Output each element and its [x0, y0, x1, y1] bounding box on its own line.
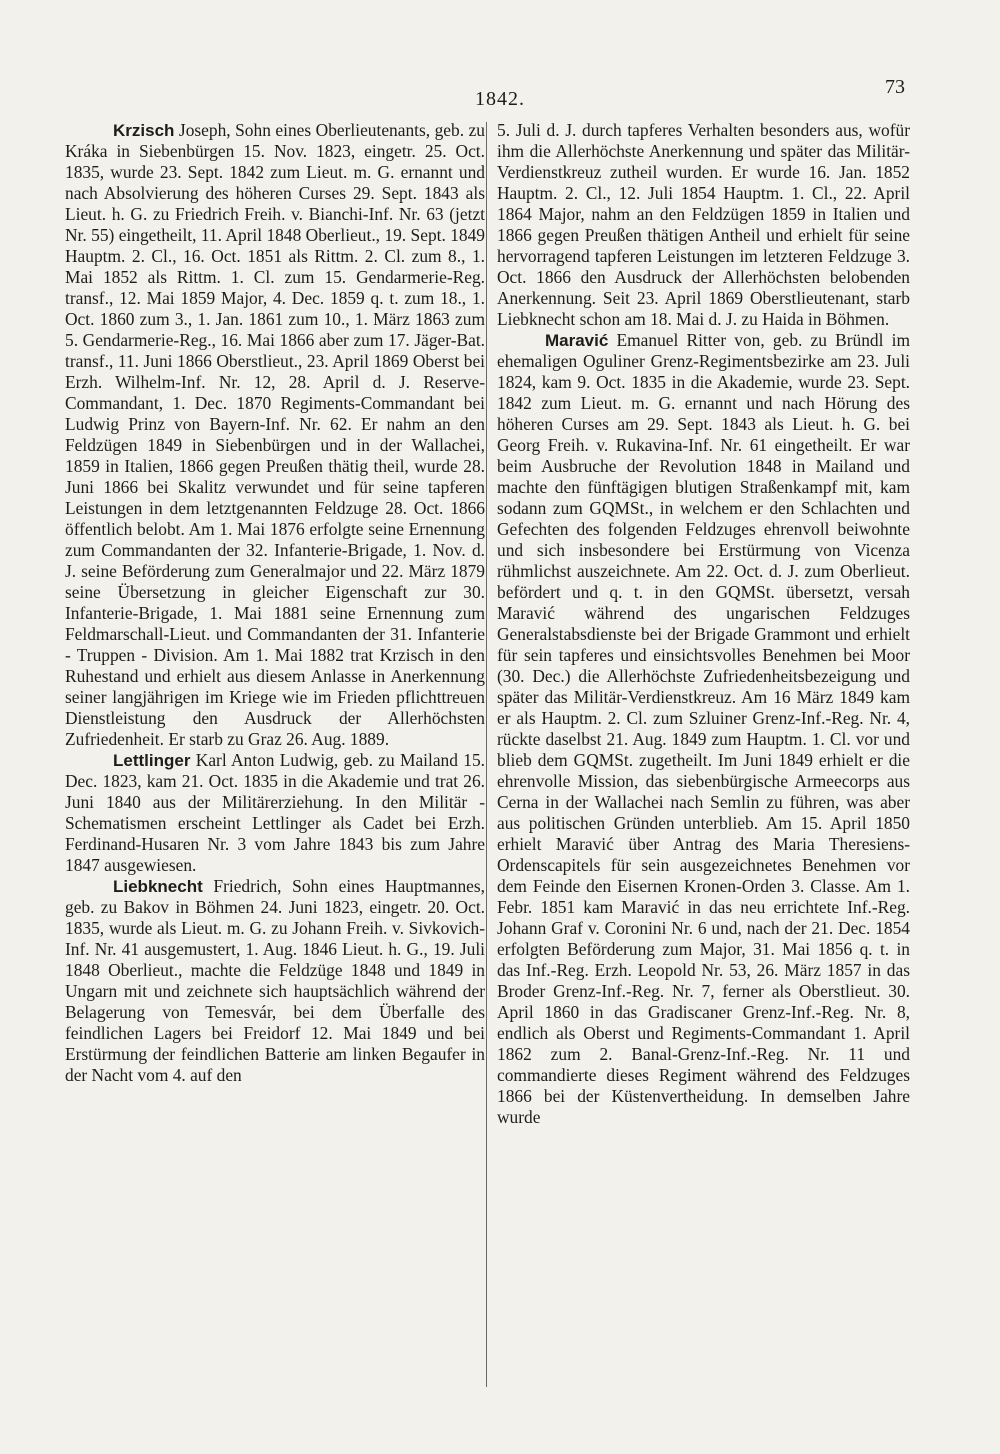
column-divider	[486, 122, 487, 1387]
entry-name: Liebknecht	[113, 877, 203, 896]
entry-text: Joseph, Sohn eines Oberlieutenants, geb. zu Kráka in Siebenbürgen 15. Nov. 1823, eingetr. 25. Oct. 1835, wurde 23. Sept. 1842 zum Lieut. m. G. ernannt und nach Absolvierung des höheren Curses 29. Sept. 1843 als Lieut. h. G. zu Friedrich Freih. v. Bianchi-Inf. Nr. 63 (jetzt Nr. 55) eingetheilt, 11. April 1848 Oberlieut., 19. Sept. 1849 Hauptm. 2. Cl., 16. Oct. 1851 als Rittm. 2. Cl. zum 8., 1. Mai 1852 als Rittm. 1. Cl. zum 15. Gendarmerie-Reg. transf., 12. Mai 1859 Major, 4. Dec. 1859 q. t. zum 18., 1. Oct. 1860 zum 3., 1. Jan. 1861 zum 10., 1. März 1863 zum 5. Gendarmerie-Reg., 16. Mai 1866 aber zum 17. Jäger-Bat. transf., 11. Juni 1866 Oberstlieut., 23. April 1869 Oberst bei Erzh. Wilhelm-Inf. Nr. 12, 28. April d. J. Reserve-Commandant, 1. Dec. 1870 Regiments-Commandant bei Ludwig Prinz von Bayern-Inf. Nr. 62. Er nahm an den Feldzügen 1849 in Siebenbürgen und in der Wallachei, 1859 in Italien, 1866 gegen Preußen thätig theil, wurde 28. Juni 1866 bei Skalitz verwundet und für seine tapferen Leistungen in dem letztgenannten Feldzuge 28. Oct. 1866 öffentlich belobt. Am 1. Mai 1876 erfolgte seine Ernennung zum Commandanten der 32. Infanterie-Brigade, 1. Nov. d. J. seine Beförderung zum Generalmajor und 22. März 1879 seine Übersetzung in gleicher Eigenschaft zur 30. Infanterie-Brigade, 1. Mai 1881 seine Ernennung zum Feldmarschall-Lieut. und Commandanten der 31. Infanterie - Truppen - Division. Am 1. Mai 1882 trat Krzisch in den Ruhestand und erhielt aus diesem Anlasse in Anerkennung seiner langjährigen im Kriege wie im Frieden pflichttreuen Dienstleistung den Ausdruck der Allerhöchsten Zufriedenheit. Er starb zu Graz 26. Aug. 1889.	[65, 120, 485, 749]
page-number: 73	[885, 76, 905, 98]
entry-liebknecht	[65, 876, 485, 1086]
entry-name: Maravić	[545, 331, 609, 350]
entry-text: 5. Juli d. J. durch tapferes Verhalten besonders aus, wofür ihm die Allerhöchste Anerkennung und später das Militär-Verdienstkreuz zutheil wurden. Er wurde 16. Jan. 1852 Hauptm. 2. Cl., 12. Juli 1854 Hauptm. 1. Cl., 22. April 1864 Major, nahm an den Feldzügen 1859 in Italien und 1866 gegen Preußen thätigen Antheil und erhielt für seine hervorragend tapferen Leistungen im letzteren Feldzuge 3. Oct. 1866 den Ausdruck der Allerhöchsten belobenden Anerkennung. Seit 23. April 1869 Oberstlieutenant, starb Liebknecht schon am 18. Mai d. J. zu Haida in Böhmen.	[497, 120, 910, 329]
entry-name: Krzisch	[113, 121, 175, 140]
right-column	[497, 120, 910, 1128]
entry-text: Emanuel Ritter von, geb. zu Bründl im ehemaligen Oguliner Grenz-Regimentsbezirke am 23. Juli 1824, kam 9. Oct. 1835 in die Akademie, wurde 23. Sept. 1842 zum Lieut. m. G. ernannt und nach Hörung des höheren Curses am 29. Sept. 1843 als Lieut. h. G. bei Georg Freih. v. Rukavina-Inf. Nr. 61 eingetheilt. Er war beim Ausbruche der Revolution 1848 in Mailand und machte den fünftägigen blutigen Straßenkampf mit, kam sodann zum GQMSt., in welchem er den Schlachten und Gefechten des folgenden Feldzuges ehrenvoll beiwohnte und sich insbesondere bei Erstürmung von Vicenza rühmlichst auszeichnete. Am 22. Oct. d. J. zum Oberlieut. befördert und q. t. in den GQMSt. übersetzt, versah Maravić während des ungarischen Feldzuges Generalstabsdienste bei der Brigade Grammont und erhielt für sein tapferes und einsichtsvolles Benehmen bei Moor (30. Dec.) die Allerhöchste Zufriedenheitsbezeigung und später das Militär-Verdienstkreuz. Am 16 März 1849 kam er als Hauptm. 2. Cl. zum Szluiner Grenz-Inf.-Reg. Nr. 4, rückte daselbst 21. Aug. 1849 zum Hauptm. 1. Cl. vor und blieb dem GQMSt. zugetheilt. Im Juni 1849 erhielt er die ehrenvolle Mission, das siebenbürgische Armeecorps aus Cerna in der Wallachei nach Semlin zu führen, was aber aus politischen Gründen unterblieb. Am 15. April 1850 erhielt Maravić über Antrag des Maria Theresiens-Ordenscapitels für sein ausgezeichnetes Benehmen vor dem Feinde den Eisernen Kronen-Orden 3. Classe. Am 1. Febr. 1851 kam Maravić in das neu errichtete Inf.-Reg. Johann Graf v. Coronini Nr. 6 und, nach der 21. Dec. 1854 erfolgten Beförderung zum Major, 31. Mai 1856 q. t. in das Inf.-Reg. Erzh. Leopold Nr. 53, 26. März 1857 in das Broder Grenz-Inf.-Reg. Nr. 7, ferner als Oberstlieut. 30. April 1860 in das Gradiscaner Grenz-Inf.-Reg. Nr. 8, endlich als Oberst und Regiments-Commandant 1. April 1862 zum 2. Banal-Grenz-Inf.-Reg. Nr. 11 und commandierte dieses Regiment während des Feldzuges 1866 bei der Küstenvertheidung. In demselben Jahre wurde	[497, 330, 910, 1127]
entry-name: Lettlinger	[113, 751, 191, 770]
entry-text: Karl Anton Ludwig, geb. zu Mailand 15. Dec. 1823, kam 21. Oct. 1835 in die Akademie und trat 26. Juni 1840 aus der Militärerziehung. In den Militär - Schematismen erscheint Lettlinger als Cadet bei Erzh. Ferdinand-Husaren Nr. 3 vom Jahre 1843 bis zum Jahre 1847 ausgewiesen.	[65, 750, 485, 875]
entry-text: Friedrich, Sohn eines Hauptmannes, geb. zu Bakov in Böhmen 24. Juni 1823, eingetr. 20. Oct. 1835, wurde als Lieut. m. G. zu Johann Freih. v. Sivkovich-Inf. Nr. 41 ausgemustert, 1. Aug. 1846 Lieut. h. G., 19. Juli 1848 Oberlieut., machte die Feldzüge 1848 und 1849 in Ungarn mit und zeichnete sich hauptsächlich während der Belagerung von Temesvár, bei dem Überfalle des feindlichen Lagers bei Freidorf 12. Mai 1849 und bei Erstürmung der feindlichen Batterie am linken Begaufer in der Nacht vom 4. auf den	[65, 876, 485, 1085]
entry-liebknecht-continued	[497, 120, 910, 330]
entry-maravic	[497, 330, 910, 1128]
entry-krzisch	[65, 120, 485, 750]
left-column	[65, 120, 485, 1086]
page-header-year: 1842.	[475, 88, 525, 110]
entry-lettlinger	[65, 750, 485, 876]
